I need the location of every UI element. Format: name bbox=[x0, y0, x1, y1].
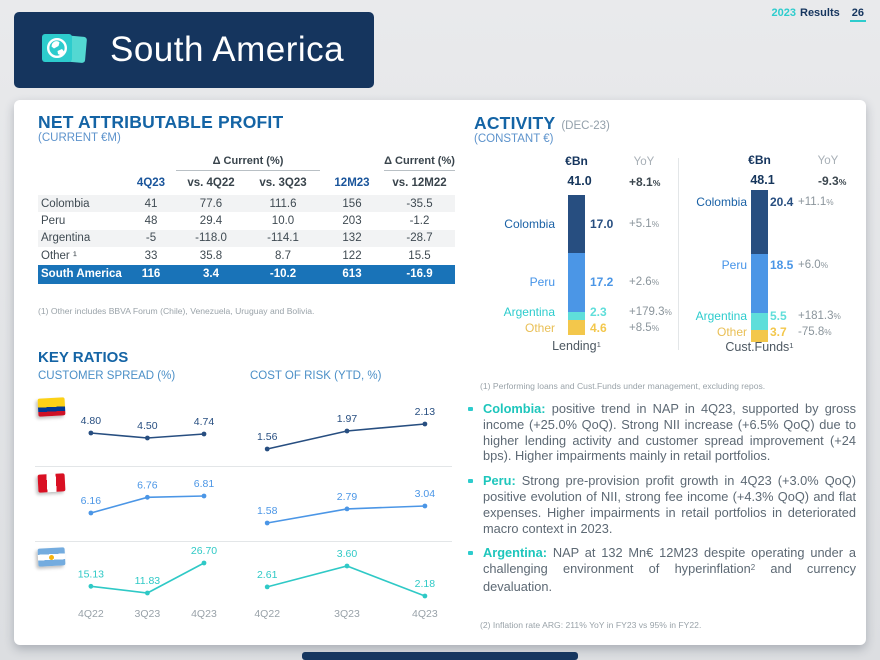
bar-yoy: +8.5% bbox=[629, 322, 660, 335]
cell-value: -16.9 bbox=[406, 268, 433, 281]
page-meta bbox=[772, 7, 866, 22]
cell-value: 48 bbox=[144, 215, 158, 228]
svg-text:2.18: 2.18 bbox=[414, 578, 436, 590]
argentina-flag-icon bbox=[38, 547, 66, 566]
bar-axis-label: Cust.Funds$^1$ bbox=[725, 340, 794, 354]
nap-title: NET ATTRIBUTABLE PROFIT bbox=[38, 112, 284, 132]
svg-text:4.74: 4.74 bbox=[193, 416, 215, 428]
cell-value: 3.4 bbox=[203, 268, 219, 281]
bullet-marker bbox=[468, 551, 473, 555]
divider bbox=[35, 466, 452, 467]
row-label: Other ¹ bbox=[41, 249, 77, 262]
bar-value: 17.0 bbox=[590, 217, 614, 232]
table-row bbox=[38, 230, 455, 247]
bar-segment-argentina bbox=[568, 312, 585, 320]
x-axis-label: 4Q23 bbox=[412, 608, 438, 620]
bar-segment-colombia bbox=[751, 190, 768, 254]
bar-total: 41.0 bbox=[567, 174, 592, 188]
bullet-item: Colombia: positive trend in NAP in 4Q23, supported by gross income (+25.0% QoQ). Strong NII increase (+6.5% QoQ) due to higher lending activity and customer spread improvement (+24 bps). Higher impairments mainly in retail portfolios. bbox=[466, 401, 856, 464]
bar-value: 18.5 bbox=[770, 257, 794, 272]
bar-country-label: Colombia bbox=[696, 194, 747, 209]
bar-segment-peru bbox=[751, 254, 768, 312]
activity-title-text: ACTIVITY bbox=[474, 113, 556, 133]
table-row bbox=[38, 265, 455, 284]
bar-country-label: Argentina bbox=[503, 304, 555, 319]
svg-text:3.04: 3.04 bbox=[414, 488, 436, 500]
cell-value: 111.6 bbox=[269, 197, 297, 210]
cell-value: -10.2 bbox=[269, 268, 297, 281]
cell-value: 116 bbox=[141, 268, 161, 281]
bar-yoy: +6.0% bbox=[798, 258, 829, 271]
column-header: 4Q23 bbox=[136, 177, 166, 189]
svg-text:2.79: 2.79 bbox=[336, 490, 358, 503]
bar-segment-peru bbox=[568, 253, 585, 312]
svg-text:11.83: 11.83 bbox=[134, 575, 161, 587]
bar-country-label: Other bbox=[524, 321, 555, 336]
bar-yoy: -75.8% bbox=[798, 326, 832, 339]
svg-text:4.80: 4.80 bbox=[80, 415, 102, 427]
table-row bbox=[38, 247, 455, 264]
svg-text:1.58: 1.58 bbox=[256, 505, 278, 517]
svg-text:6.76: 6.76 bbox=[137, 479, 158, 492]
bullet-lead: Argentina: bbox=[483, 545, 547, 561]
content-card bbox=[14, 100, 866, 645]
table-row bbox=[38, 212, 455, 229]
cost-of-risk-title: COST OF RISK (YTD, %) bbox=[250, 370, 382, 382]
x-axis-label: 3Q23 bbox=[334, 608, 360, 620]
activity-subtitle: (CONSTANT €) bbox=[474, 133, 554, 145]
x-axis-label: 4Q22 bbox=[78, 608, 104, 620]
cell-value: -114.1 bbox=[267, 232, 299, 245]
section-header-band bbox=[14, 12, 374, 88]
key-ratios-title: KEY RATIOS bbox=[38, 349, 129, 366]
commentary-bullets bbox=[466, 401, 856, 595]
unit-label: €Bn bbox=[565, 154, 588, 168]
cell-value: 132 bbox=[342, 232, 362, 245]
activity-title bbox=[474, 113, 610, 134]
bar-segment-other bbox=[568, 320, 585, 336]
bullet-marker bbox=[468, 479, 473, 483]
colombia-flag-icon bbox=[38, 397, 66, 416]
results-year: 2023 bbox=[771, 7, 796, 19]
x-axis-label: 4Q22 bbox=[254, 608, 281, 620]
cell-value: 156 bbox=[342, 197, 362, 210]
yoy-header: YoY bbox=[817, 155, 839, 167]
bar-country-label: Peru bbox=[721, 257, 747, 272]
table-row bbox=[38, 195, 455, 212]
bar-value: 20.4 bbox=[770, 194, 794, 209]
bar-country-label: Colombia bbox=[504, 217, 555, 232]
results-label: Results bbox=[800, 7, 840, 19]
row-label: Argentina bbox=[41, 232, 91, 245]
bullet-item: Peru: Strong pre-provision profit growth in 4Q23 (+3.0% QoQ) positive evolution of NII, strong fee income (+4.3% QoQ) and flat expenses. Higher impairments in retail portfolios in deteriorated macro context in 2023. bbox=[466, 473, 856, 536]
bar-total-yoy: -9.3% bbox=[818, 174, 847, 188]
svg-text:1.97: 1.97 bbox=[336, 413, 358, 425]
bar-country-label: Other bbox=[716, 325, 747, 340]
cell-value: 29.4 bbox=[199, 215, 223, 228]
nap-subtitle: (CURRENT €M) bbox=[38, 132, 121, 144]
peru-flag-icon bbox=[38, 473, 66, 492]
cell-value: 122 bbox=[342, 249, 362, 262]
delta-current-header: Δ Current (%) bbox=[176, 155, 320, 171]
bar-value: 2.3 bbox=[590, 304, 607, 319]
cell-value: 203 bbox=[342, 215, 362, 228]
nap-footnote: (1) Other includes BBVA Forum (Chile), Venezuela, Uruguay and Bolivia. bbox=[38, 306, 315, 316]
page-number[interactable]: 26 bbox=[850, 7, 866, 22]
bullet-item: Argentina: NAP at 132 Mn€ 12M23 despite operating under a challenging environment of hyperinflation$^2$ and currency devaluation. bbox=[466, 545, 856, 594]
spread-chart-argentina bbox=[72, 544, 217, 608]
delta-current-header: Δ Current (%) bbox=[384, 155, 455, 171]
row-label: Peru bbox=[41, 215, 66, 228]
row-label: Colombia bbox=[41, 197, 90, 210]
globe-icon bbox=[38, 27, 90, 73]
bar-yoy: +5.1% bbox=[629, 218, 660, 231]
cell-value: 77.6 bbox=[199, 197, 223, 210]
svg-text:6.81: 6.81 bbox=[193, 478, 215, 490]
cell-value: 33 bbox=[144, 249, 158, 262]
unit-label: €Bn bbox=[748, 153, 771, 167]
row-label: South America bbox=[41, 268, 122, 281]
cell-value: 8.7 bbox=[275, 249, 291, 262]
column-header: vs. 12M22 bbox=[392, 177, 447, 189]
activity-date: (DEC-23) bbox=[561, 120, 610, 132]
nap-table bbox=[38, 150, 455, 284]
bar-total-yoy: +8.1% bbox=[629, 175, 661, 189]
bar-yoy: +2.6% bbox=[629, 276, 660, 289]
bottom-bar bbox=[302, 652, 578, 660]
spread-chart-peru bbox=[72, 468, 217, 532]
cell-value: -35.5 bbox=[406, 197, 433, 210]
column-header: vs. 4Q22 bbox=[187, 177, 235, 189]
bar-value: 4.6 bbox=[590, 321, 607, 336]
bar-value: 5.5 bbox=[770, 309, 787, 324]
lending-bar-chart bbox=[462, 148, 674, 360]
svg-text:15.13: 15.13 bbox=[77, 568, 105, 581]
bar-yoy: +179.3% bbox=[629, 305, 672, 318]
svg-text:4.50: 4.50 bbox=[137, 420, 158, 432]
bar-yoy: +11.1% bbox=[798, 195, 834, 208]
inflation-footnote: (2) Inflation rate ARG: 211% YoY in FY23 vs 95% in FY22. bbox=[480, 620, 702, 630]
cell-value: 35.8 bbox=[199, 249, 223, 262]
bar-total: 48.1 bbox=[750, 173, 775, 187]
cell-value: -118.0 bbox=[195, 232, 227, 245]
x-axis-label: 4Q23 bbox=[191, 608, 217, 620]
svg-text:6.16: 6.16 bbox=[80, 495, 102, 507]
svg-text:2.61: 2.61 bbox=[256, 568, 278, 581]
bullet-marker bbox=[468, 407, 473, 411]
column-header: vs. 3Q23 bbox=[259, 177, 307, 189]
bar-country-label: Argentina bbox=[695, 309, 747, 324]
bullet-lead: Colombia: bbox=[483, 401, 546, 416]
bar-value: 17.2 bbox=[590, 275, 614, 290]
table-header-row bbox=[38, 171, 455, 195]
yoy-header: YoY bbox=[633, 156, 655, 168]
bar-value: 3.7 bbox=[770, 325, 787, 340]
column-header: 12M23 bbox=[334, 177, 370, 189]
cell-value: -5 bbox=[145, 232, 157, 245]
cost-chart-argentina bbox=[252, 544, 442, 608]
funds-bar-chart bbox=[644, 144, 856, 364]
svg-text:3.60: 3.60 bbox=[336, 548, 358, 560]
bar-axis-label: Lending$^1$ bbox=[552, 339, 601, 353]
cost-chart-colombia bbox=[252, 394, 442, 458]
bar-segment-argentina bbox=[751, 313, 768, 330]
cell-value: -28.7 bbox=[406, 232, 433, 245]
cell-value: 613 bbox=[342, 268, 362, 281]
divider bbox=[35, 541, 452, 542]
bar-country-label: Peru bbox=[529, 275, 555, 290]
bar-segment-colombia bbox=[568, 195, 585, 253]
activity-footnote: (1) Performing loans and Cust.Funds under management, excluding repos. bbox=[480, 381, 766, 391]
customer-spread-title: CUSTOMER SPREAD (%) bbox=[38, 370, 176, 382]
cell-value: -1.2 bbox=[409, 215, 430, 228]
svg-text:26.70: 26.70 bbox=[190, 545, 218, 557]
svg-text:1.56: 1.56 bbox=[256, 431, 278, 443]
cell-value: 10.0 bbox=[271, 215, 295, 228]
cell-value: 41 bbox=[144, 197, 158, 210]
table-group-header-row bbox=[38, 150, 455, 171]
bar-yoy: +181.3% bbox=[798, 310, 841, 323]
page-title: South America bbox=[110, 30, 345, 69]
cell-value: 15.5 bbox=[408, 249, 431, 262]
spread-chart-colombia bbox=[72, 394, 217, 458]
sun-icon bbox=[49, 554, 54, 559]
bullet-lead: Peru: bbox=[483, 473, 516, 489]
svg-text:2.13: 2.13 bbox=[414, 406, 436, 418]
x-axis-label: 3Q23 bbox=[134, 608, 161, 620]
cost-chart-peru bbox=[252, 468, 442, 532]
